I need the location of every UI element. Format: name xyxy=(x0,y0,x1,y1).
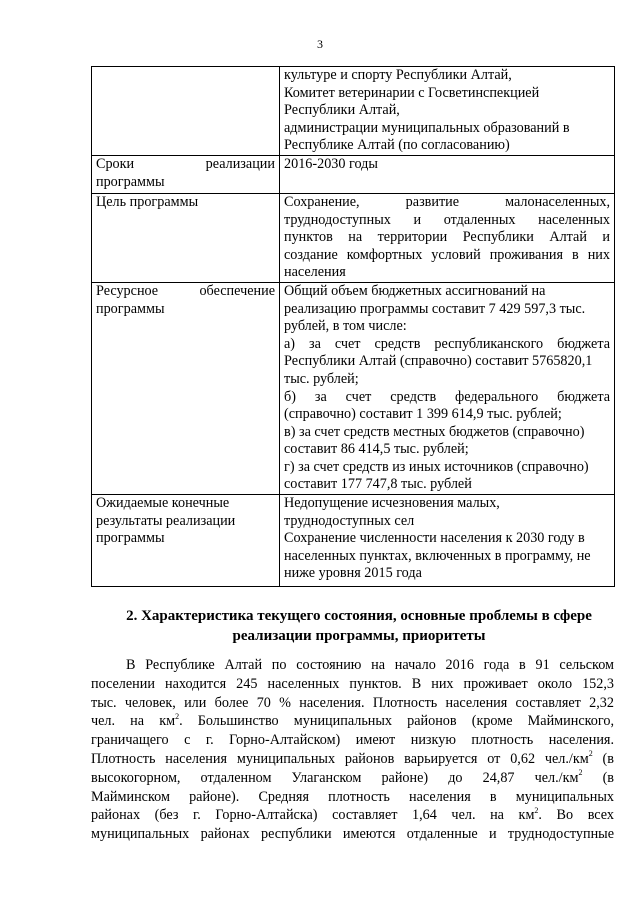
text-line: реализацию программы составит 7 429 597,3 тыс. xyxy=(284,300,586,317)
text-fragment: Плотность населения муниципальных районов варьируется от 0,62 чел./км xyxy=(91,750,589,767)
text-line: культуре и спорту Республики Алтай, xyxy=(284,67,512,83)
text-line: составит 177 747,8 тыс. рублей xyxy=(284,476,472,493)
text-fragment: районах (без г. Горно-Алтайска) составляет 1,64 чел. на км xyxy=(91,807,535,824)
text-line: а) за счет средств республиканского бюджета xyxy=(284,335,610,352)
text-line: Республики Алтай, xyxy=(284,102,400,119)
page-number: 3 xyxy=(317,37,323,51)
superscript: 2 xyxy=(578,768,583,778)
text-line: населения xyxy=(284,264,346,281)
text-fragment: . Во всех xyxy=(538,807,614,824)
text-line: тыс. рублей; xyxy=(284,370,359,387)
row-label-cell: Цель программы xyxy=(92,193,280,282)
superscript: 2 xyxy=(588,749,593,759)
text-line: (справочно) составит 1 399 614,9 тыс. рублей; xyxy=(284,406,562,423)
section-title-line: реализации программы, приоритеты xyxy=(232,628,486,644)
text-line: Общий объем бюджетных ассигнований на xyxy=(284,282,546,299)
row-value-cell xyxy=(280,67,615,156)
text-line: 2016-2030 годы xyxy=(284,155,378,172)
text-line: Сохранение численности населения к 2030 году в xyxy=(284,530,585,547)
row-value-cell xyxy=(280,282,615,494)
row-value-cell xyxy=(280,193,615,282)
paragraph-line xyxy=(91,806,614,825)
text-line: результаты реализации xyxy=(96,512,236,529)
table-row xyxy=(92,495,615,587)
text-line: программы xyxy=(96,530,165,547)
superscript: 2 xyxy=(175,711,180,721)
paragraph-line: Майминском районе). Средняя плотность населения в муниципальных xyxy=(91,788,614,805)
text-fragment: (в xyxy=(582,769,614,786)
text-line: создание комфортных условий проживания в них xyxy=(284,246,610,263)
text-line: Комитет ветеринарии с Госветинспекцией xyxy=(284,84,540,101)
text-fragment: высокогорном, отдаленном Улаганском районе) до 24,87 чел./км xyxy=(91,769,579,786)
row-value-cell xyxy=(280,495,615,587)
text-line: составит 86 414,5 тыс. рублей; xyxy=(284,441,469,458)
paragraph-line xyxy=(91,712,614,731)
table-row xyxy=(92,282,615,494)
text-fragment: (в xyxy=(592,750,614,767)
program-passport-table xyxy=(91,66,615,587)
text-line: г) за счет средств из иных источников (справочно) xyxy=(284,458,589,475)
text-line: ниже уровня 2015 года xyxy=(284,565,422,582)
section-title-line: 2. Характеристика текущего состояния, основные проблемы в сфере xyxy=(126,608,592,624)
table-row xyxy=(92,67,615,156)
text-line: труднодоступных и отдаленных населенных xyxy=(284,211,610,228)
superscript: 2 xyxy=(534,805,539,815)
text-line: б) за счет средств федерального бюджета xyxy=(284,388,610,405)
paragraph-line xyxy=(91,769,614,788)
paragraph-line: поселении находится 245 населенных пунктов. В них проживает около 152,3 xyxy=(91,675,614,692)
row-label-cell: Сроки реализации программы xyxy=(92,155,280,193)
row-label-cell: Ресурсное обеспечение программы xyxy=(92,282,280,494)
text-line: труднодоступных сел xyxy=(284,512,415,529)
table-row xyxy=(92,155,615,193)
text-line: рублей, в том числе: xyxy=(284,318,407,335)
text-line: пунктов на территории Республики Алтай и xyxy=(284,229,610,246)
text-line: Сохранение, развитие малонаселенных, xyxy=(284,193,610,210)
text-fragment: . Большинство муниципальных районов (кроме Майминского, xyxy=(179,713,614,730)
row-label-cell xyxy=(92,67,280,156)
text-line: населенных пунктах, включенных в программу, не xyxy=(284,547,591,564)
text-line: администрации муниципальных образований в xyxy=(284,119,570,136)
text-line: Республики Алтай (справочно) составит 5765820,1 xyxy=(284,353,593,370)
paragraph-line: тыс. человек, или более 70 % населения. Плотность населения составляет 2,32 xyxy=(91,694,614,711)
section-title xyxy=(104,606,614,646)
text-line: Ожидаемые конечные xyxy=(96,495,230,512)
paragraph-line xyxy=(91,750,614,769)
paragraph-line: В Республике Алтай по состоянию на начало 2016 года в 91 сельском xyxy=(126,657,614,673)
section-body xyxy=(91,656,614,844)
paragraph-line: муниципальных районах республики имеются отдаленные и труднодоступные xyxy=(91,826,614,843)
text-line: Республике Алтай (по согласованию) xyxy=(284,137,510,154)
text-line: Недопущение исчезновения малых, xyxy=(284,495,500,512)
row-label-cell xyxy=(92,495,280,587)
text-fragment: чел. на км xyxy=(91,713,176,730)
paragraph-line: граничащего с г. Горно-Алтайском) имеют низкую плотность населения. xyxy=(91,732,614,749)
table-row xyxy=(92,193,615,282)
row-value-cell xyxy=(280,155,615,193)
text-line: в) за счет средств местных бюджетов (справочно) xyxy=(284,423,585,440)
